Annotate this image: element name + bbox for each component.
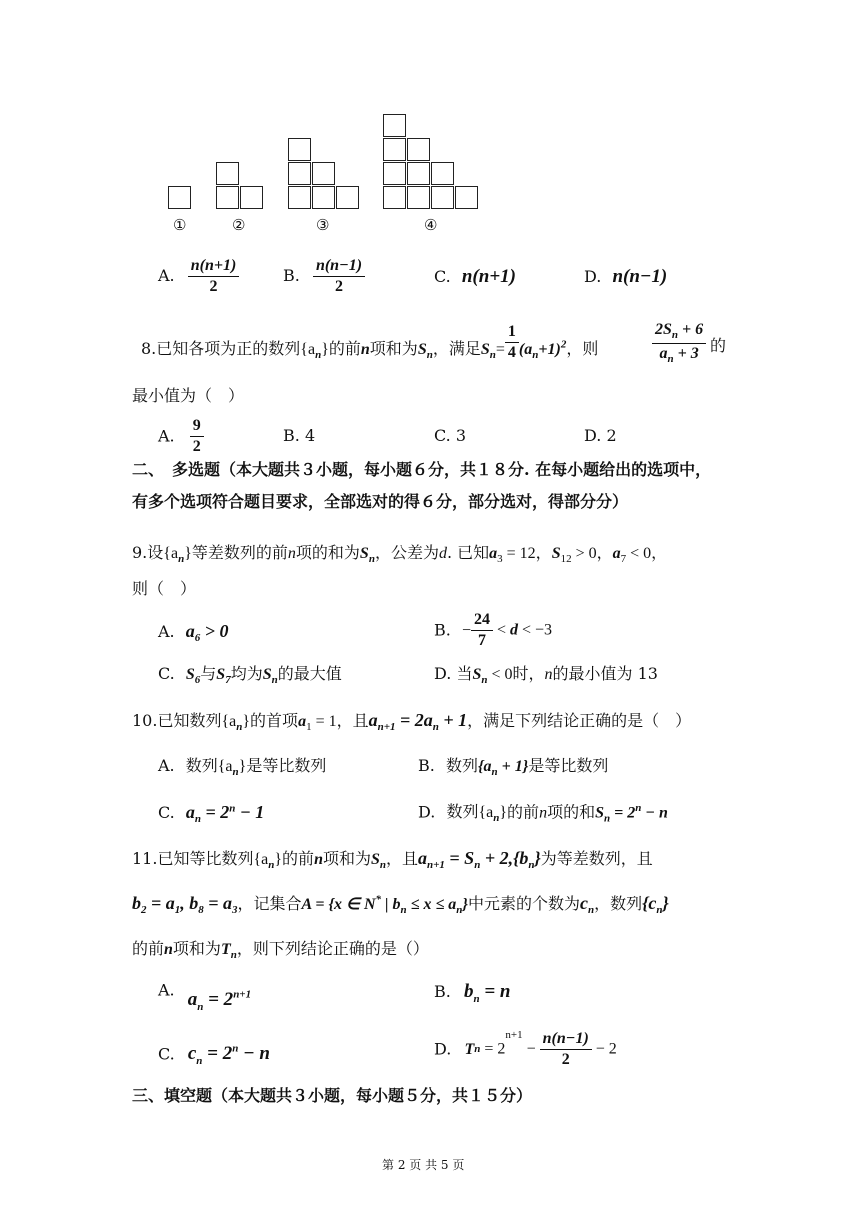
grid-cell: [336, 186, 359, 209]
q8-stem-line2: 最小值为（ ）: [132, 386, 245, 405]
q9-b-fraction: $\frac{24}{7}$: [471, 612, 493, 649]
grid-cell: [383, 138, 406, 161]
q11-option-d[interactable]: D. $Tn = 2^{n+1}$ − $\frac{n(n-1)}{2}$ − 2: [434, 1029, 617, 1068]
q8-ratio-fraction: $\frac{2S_n + 6}{a_n + 3}$: [652, 322, 706, 365]
grid-cell: [407, 186, 430, 209]
q9-option-c[interactable]: C. $S_6$与$S_7$均为$S_n$的最大值: [158, 664, 342, 687]
q10-option-d[interactable]: D. 数列$\{a_n\}$的前n项的和$S_n = 2^n - n$: [418, 802, 668, 825]
figure-label-1: ①: [173, 216, 187, 234]
q10-option-c[interactable]: C. $a_n = 2^n - 1$: [158, 802, 265, 826]
grid-cell: [312, 186, 335, 209]
q10-option-a[interactable]: A. 数列$\{a_n\}$是等比数列: [158, 756, 327, 779]
grid-cell: [431, 186, 454, 209]
grid-cell: [407, 138, 430, 161]
grid-cell: [407, 162, 430, 185]
q10-stem: 10.已知数列$\{a_n\}$的首项$a_1 = 1$，且$a_{n+1} = 2a_n + 1$，满足下列结论正确的是（ ）: [132, 710, 692, 734]
q9-option-b[interactable]: B. − $\frac{24}{7}$ < d < −3: [434, 611, 553, 649]
grid-cell: [216, 162, 239, 185]
q11-stem-line2: $b_2 = a_1$, $b_8 = a_3$，记集合A = {x ∈ N* | $b_n \le x \le a_n$}中元素的个数为$c_n$，数列$\{c_n\}$: [132, 893, 669, 917]
q7-option-b[interactable]: B. $\frac{n(n-1)}{2}$: [283, 258, 365, 295]
q7-option-a[interactable]: A. $\frac{n(n+1)}{2}$: [158, 258, 239, 295]
q11-option-a[interactable]: A. $a_n = 2^{n+1}$: [158, 980, 252, 1014]
grid-cell: [288, 186, 311, 209]
q8-option-c[interactable]: C. 3: [434, 426, 467, 445]
q10-option-b[interactable]: B. 数列$\{a_n + 1\}$是等比数列: [418, 756, 609, 779]
q8-option-b[interactable]: B. 4: [283, 426, 316, 445]
grid-cell: [431, 162, 454, 185]
q8-stem-line1: 8.已知各项为正的数列$\{a_n\}$的前n项和为$S_n$，满足$S_n=$ $\frac{1}{4}$ $(a_n+1)^2$，则: [141, 323, 599, 362]
grid-cell: [383, 162, 406, 185]
section2-heading-line1: 二、 多选题（本大题共３小题，每小题６分，共１８分. 在每小题给出的选项中，: [132, 460, 712, 479]
page-footer: 第 2 页 共 5 页: [382, 1158, 465, 1172]
q8-quarter-fraction: $\frac{1}{4}$: [505, 324, 519, 361]
q7-option-d[interactable]: D. n(n−1): [584, 266, 668, 287]
figure-label-2: ②: [232, 216, 246, 234]
q7-a-fraction: $\frac{n(n+1)}{2}$: [188, 258, 240, 295]
q9-stem-line2: 则（ ）: [132, 579, 197, 598]
q9-option-d[interactable]: D. 当$S_n < 0$时，n的最小值为 13: [434, 664, 658, 687]
q7-option-c[interactable]: C. n(n+1): [434, 266, 516, 287]
q7-b-fraction: $\frac{n(n-1)}{2}$: [313, 258, 365, 295]
section3-heading: 三、填空题（本大题共３小题，每小题５分，共１５分）: [132, 1086, 533, 1105]
grid-cell: [383, 186, 406, 209]
grid-cell: [216, 186, 239, 209]
q8-suffix: 的: [710, 336, 727, 355]
figure-label-3: ③: [316, 216, 330, 234]
q11-option-c[interactable]: C. $c_n = 2^n - n$: [158, 1043, 270, 1068]
q9-stem-line1: 9.设$\{a_n\}$等差数列的前n项的和为$S_n$，公差为d. 已知$a_3 = 12$，$S_{12} > 0$，$a_7 < 0$，: [132, 543, 668, 566]
grid-cell: [288, 138, 311, 161]
grid-cell: [455, 186, 478, 209]
q11-stem-line1: 11.已知等比数列$\{a_n\}$的前n项和为$S_n$，且$a_{n+1} = S_n + 2,\{b_n\}$为等差数列，且: [132, 848, 653, 872]
section2-heading-line2: 有多个选项符合题目要求，全部选对的得６分，部分选对，得部分分）: [132, 492, 629, 511]
grid-cell: [240, 186, 263, 209]
q11-stem-line3: 的前n项和为$T_n$，则下列结论正确的是（）: [132, 939, 429, 962]
grid-cell: [288, 162, 311, 185]
figure-label-4: ④: [424, 216, 438, 234]
grid-cell: [312, 162, 335, 185]
q11-option-b[interactable]: B. $b_n = n$: [434, 981, 511, 1005]
grid-cell: [383, 114, 406, 137]
q8-option-a[interactable]: A. $\frac{9}{2}$: [158, 418, 204, 455]
q9-option-a[interactable]: A. $a_6 > 0$: [158, 621, 229, 645]
q11-d-fraction: $\frac{n(n-1)}{2}$: [540, 1031, 592, 1068]
q8-option-d[interactable]: D. 2: [584, 426, 617, 445]
q8-a-fraction: $\frac{9}{2}$: [190, 418, 204, 455]
grid-cell: [168, 186, 191, 209]
